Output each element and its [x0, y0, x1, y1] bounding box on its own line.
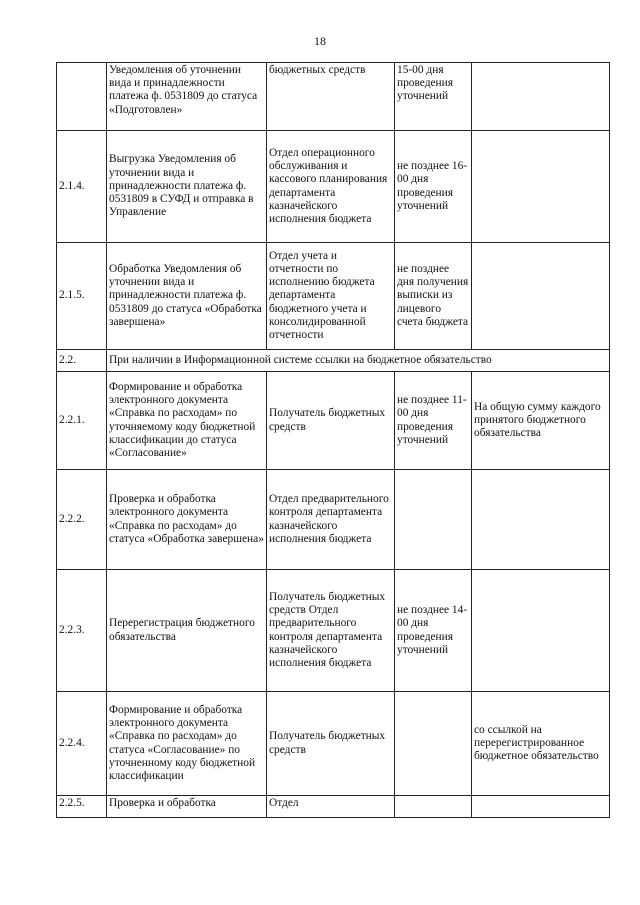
- section-heading-cell: При наличии в Информационной системе ссылки на бюджетное обязательство: [107, 350, 610, 372]
- row-number-cell: 2.1.5.: [57, 243, 107, 350]
- procedure-table: [56, 62, 610, 818]
- note-cell: [472, 470, 610, 570]
- page-number: 18: [314, 34, 326, 48]
- deadline-cell: не позднее 14-00 дня проведения уточнений: [395, 570, 472, 692]
- action-cell: Выгрузка Уведомления об уточнении вида и принадлежности платежа ф. 0531809 в СУФД и отправка в Управление: [107, 131, 267, 243]
- table-row: [57, 372, 610, 470]
- deadline-cell: 15-00 дня проведения уточнений: [395, 63, 472, 131]
- row-number-cell: 2.1.4.: [57, 131, 107, 243]
- row-number-cell: 2.2.1.: [57, 372, 107, 470]
- note-cell: [472, 243, 610, 350]
- executor-cell: бюджетных средств: [267, 63, 395, 131]
- executor-cell: Получатель бюджетных средств: [267, 692, 395, 796]
- table-row: [57, 243, 610, 350]
- action-cell: Формирование и обработка электронного документа «Справка по расходам» по уточняемому коду бюджетной классификации до статуса «Согласование»: [107, 372, 267, 470]
- table-row: [57, 350, 610, 372]
- note-cell: [472, 131, 610, 243]
- row-number-cell: 2.2.2.: [57, 470, 107, 570]
- table-row: [57, 570, 610, 692]
- deadline-cell: не позднее 16-00 дня проведения уточнений: [395, 131, 472, 243]
- executor-cell: Получатель бюджетных средств: [267, 372, 395, 470]
- executor-cell: Отдел операционного обслуживания и кассового планирования департамента казначейского исполнения бюджета: [267, 131, 395, 243]
- row-number-cell: 2.2.4.: [57, 692, 107, 796]
- note-cell: [472, 570, 610, 692]
- action-cell: Формирование и обработка электронного документа «Справка по расходам» до статуса «Согласование» по уточненному коду бюджетной классификации: [107, 692, 267, 796]
- action-cell: Проверка и обработка электронного документа «Справка по расходам» до статуса «Обработка завершена»: [107, 470, 267, 570]
- row-number-cell: 2.2.5.: [57, 796, 107, 818]
- action-cell: Перерегистрация бюджетного обязательства: [107, 570, 267, 692]
- deadline-cell: [395, 692, 472, 796]
- note-cell: [472, 63, 610, 131]
- table-row: [57, 63, 610, 131]
- row-number-cell: 2.2.3.: [57, 570, 107, 692]
- executor-cell: Отдел: [267, 796, 395, 818]
- table-row: [57, 131, 610, 243]
- note-cell: На общую сумму каждого принятого бюджетного обязательства: [472, 372, 610, 470]
- deadline-cell: [395, 796, 472, 818]
- action-cell: Обработка Уведомления об уточнении вида и принадлежности платежа ф. 0531809 до статуса «Обработка завершена»: [107, 243, 267, 350]
- deadline-cell: не позднее 11-00 дня проведения уточнений: [395, 372, 472, 470]
- action-cell: Уведомления об уточнении вида и принадлежности платежа ф. 0531809 до статуса «Подготовлен»: [107, 63, 267, 131]
- executor-cell: Отдел предварительного контроля департамента казначейского исполнения бюджета: [267, 470, 395, 570]
- deadline-cell: не позднее дня получения выписки из лицевого счета бюджета: [395, 243, 472, 350]
- deadline-cell: [395, 470, 472, 570]
- action-cell: Проверка и обработка: [107, 796, 267, 818]
- note-cell: [472, 796, 610, 818]
- executor-cell: Отдел учета и отчетности по исполнению бюджета департамента бюджетного учета и консолидированной отчетности: [267, 243, 395, 350]
- table-row: [57, 470, 610, 570]
- row-number-cell: [57, 63, 107, 131]
- table-row: [57, 796, 610, 818]
- executor-cell: Получатель бюджетных средств Отдел предварительного контроля департамента казначейского исполнения бюджета: [267, 570, 395, 692]
- table-row: [57, 692, 610, 796]
- row-number-cell: 2.2.: [57, 350, 107, 372]
- note-cell: со ссылкой на перерегистрированное бюджетное обязательство: [472, 692, 610, 796]
- table-body: [57, 63, 610, 818]
